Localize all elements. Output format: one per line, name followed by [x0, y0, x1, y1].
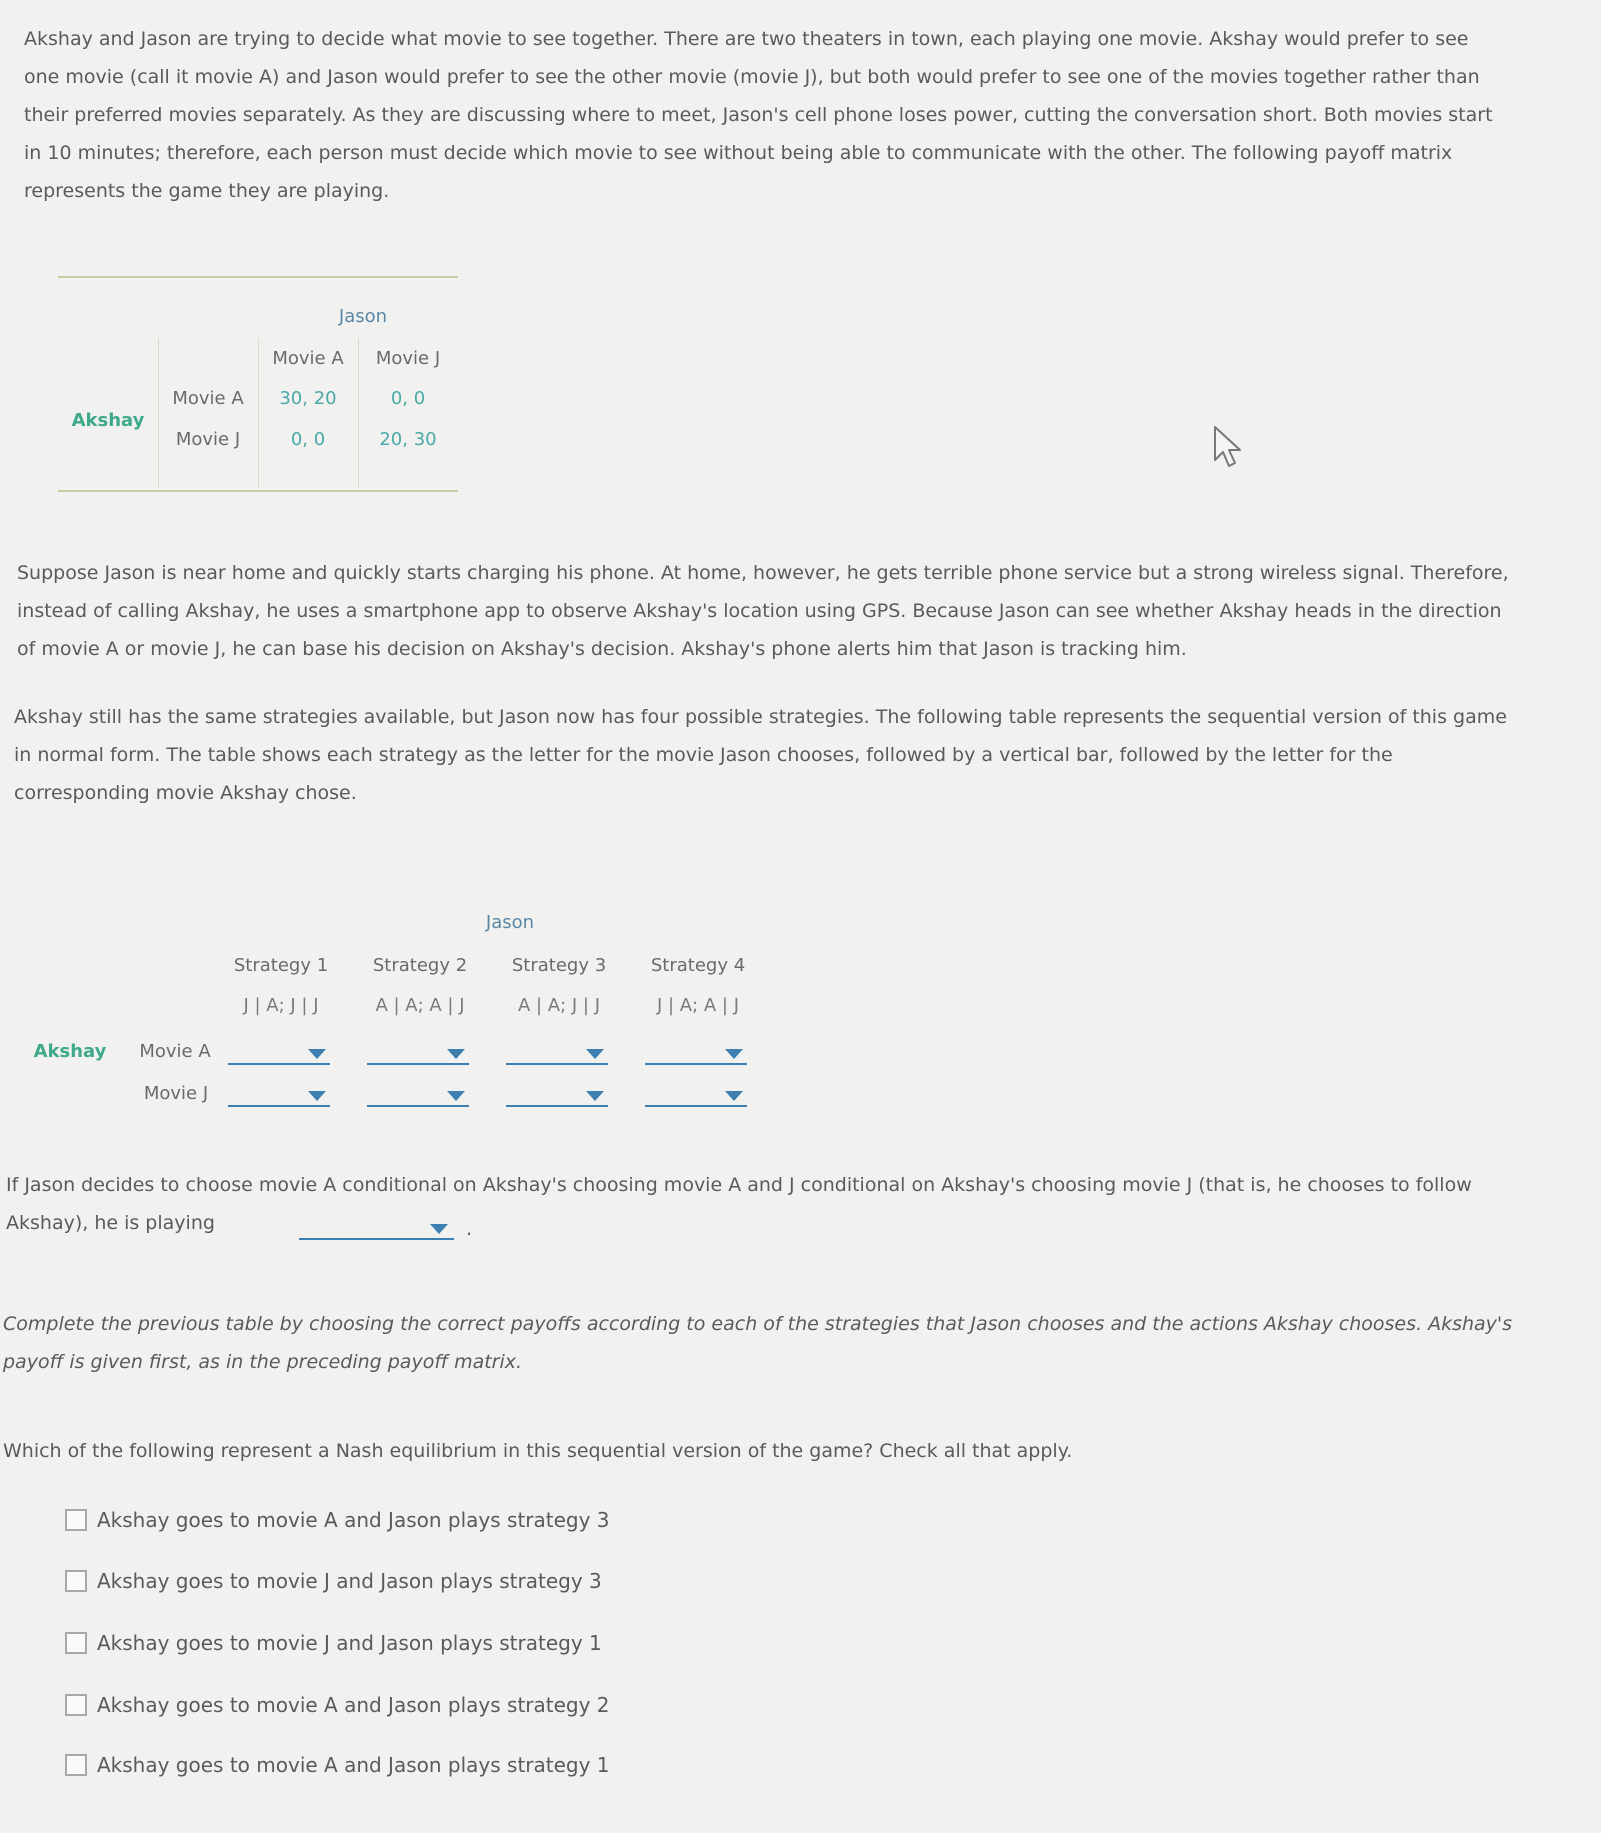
strategy-header: Strategy 2: [372, 955, 468, 976]
strategy-answer-dropdown[interactable]: [299, 1218, 454, 1240]
strategies-intro-paragraph: Akshay still has the same strategies available, but Jason now has four possible strategies. The following table represents the sequential version of this game in normal form. The table shows each strategy as the letter for the movie Jason chooses, followed by a vertical bar, followed by the letter for the corresponding movie Akshay chose.: [14, 706, 1507, 804]
nash-option[interactable]: [65, 1693, 610, 1717]
intro-paragraph: Akshay and Jason are trying to decide what movie to see together. There are two theaters in town, each playing one movie. Akshay would prefer to see one movie (call it movie A) and Jason would prefer to see the other movie (movie J), but both would prefer to see one of the movies together rather than their preferred movies separately. As they are discussing where to meet, Jason's cell phone loses power, cutting the conversation short. Both movies start in 10 minutes; therefore, each person must decide which movie to see without being able to communicate with the other. The following payoff matrix represents the game they are playing.: [24, 28, 1493, 202]
payoff-dropdown[interactable]: [506, 1085, 608, 1107]
strategy-table-row-header: Movie J: [143, 1083, 209, 1104]
strategy-table-column-player: Jason: [485, 912, 535, 933]
payoff-dropdown[interactable]: [228, 1085, 330, 1107]
scenario-paragraph: Suppose Jason is near home and quickly starts charging his phone. At home, however, he gets terrible phone service but a strong wireless signal. Therefore, instead of calling Akshay, he uses a smartphone app to observe Akshay's location using GPS. Because Jason can see whether Akshay heads in the direction of movie A or movie J, he can base his decision on Akshay's decision. Akshay's phone alerts him that Jason is tracking him.: [17, 562, 1509, 660]
question1-text: If Jason decides to choose movie A conditional on Akshay's choosing movie A and J conditional on Akshay's choosing movie J (that is, he chooses to follow Akshay), he is playing: [6, 1174, 1472, 1234]
nash-option-label: Akshay goes to movie A and Jason plays strategy 1: [97, 1753, 610, 1777]
payoff-dropdown[interactable]: [645, 1043, 747, 1065]
matrix-column-header: Movie J: [375, 348, 441, 369]
nash-option[interactable]: [65, 1631, 602, 1655]
matrix-payoff-cell: 30, 20: [279, 388, 337, 409]
instruction-text: Complete the previous table by choosing the correct payoffs according to each of the strategies that Jason chooses and the actions Akshay chooses. Akshay's payoff is given first, as in the preceding payoff matrix.: [3, 1313, 1513, 1373]
matrix-row-player: Akshay: [71, 410, 145, 431]
payoff-dropdown[interactable]: [228, 1043, 330, 1065]
nash-option-label: Akshay goes to movie A and Jason plays strategy 3: [97, 1508, 610, 1532]
question1-period: .: [466, 1218, 473, 1240]
nash-option-label: Akshay goes to movie A and Jason plays strategy 2: [97, 1693, 610, 1717]
nash-option-label: Akshay goes to movie J and Jason plays strategy 3: [97, 1569, 602, 1593]
matrix-divider: [158, 338, 159, 488]
checkbox-icon[interactable]: [65, 1509, 87, 1531]
caret-down-icon: [586, 1091, 604, 1101]
caret-down-icon: [447, 1049, 465, 1059]
payoff-matrix: [58, 276, 458, 492]
matrix-row-header: Movie J: [175, 429, 241, 450]
strategy-table-row-player: Akshay: [33, 1041, 107, 1062]
payoff-dropdown[interactable]: [367, 1085, 469, 1107]
nash-option[interactable]: [65, 1508, 610, 1532]
strategy-rule: A | A; A | J: [375, 995, 465, 1016]
strategy-header: Strategy 3: [511, 955, 607, 976]
caret-down-icon: [308, 1049, 326, 1059]
caret-down-icon: [725, 1091, 743, 1101]
nash-option[interactable]: [65, 1753, 610, 1777]
caret-down-icon: [430, 1224, 448, 1234]
checkbox-icon[interactable]: [65, 1570, 87, 1592]
checkbox-icon[interactable]: [65, 1694, 87, 1716]
matrix-column-player: Jason: [338, 306, 388, 327]
payoff-dropdown[interactable]: [645, 1085, 747, 1107]
caret-down-icon: [308, 1091, 326, 1101]
mouse-pointer-icon: [1212, 424, 1246, 470]
matrix-column-header: Movie A: [272, 348, 344, 369]
checkbox-icon[interactable]: [65, 1632, 87, 1654]
strategy-rule: A | A; J | J: [517, 995, 601, 1016]
question2-text: Which of the following represent a Nash equilibrium in this sequential version of the game? Check all that apply.: [3, 1440, 1073, 1462]
matrix-payoff-cell: 20, 30: [379, 429, 437, 450]
matrix-row-header: Movie A: [172, 388, 244, 409]
matrix-payoff-cell: 0, 0: [290, 429, 326, 450]
strategy-rule: J | A; A | J: [656, 995, 740, 1016]
strategy-rule: J | A; J | J: [243, 995, 319, 1016]
payoff-dropdown[interactable]: [506, 1043, 608, 1065]
nash-option[interactable]: [65, 1569, 602, 1593]
checkbox-icon[interactable]: [65, 1754, 87, 1776]
caret-down-icon: [586, 1049, 604, 1059]
payoff-dropdown[interactable]: [367, 1043, 469, 1065]
strategy-table: [20, 905, 760, 1125]
strategy-table-row-header: Movie A: [139, 1041, 211, 1062]
strategy-header: Strategy 4: [650, 955, 746, 976]
nash-option-label: Akshay goes to movie J and Jason plays strategy 1: [97, 1631, 602, 1655]
caret-down-icon: [447, 1091, 465, 1101]
matrix-payoff-cell: 0, 0: [390, 388, 426, 409]
caret-down-icon: [725, 1049, 743, 1059]
strategy-header: Strategy 1: [233, 955, 329, 976]
